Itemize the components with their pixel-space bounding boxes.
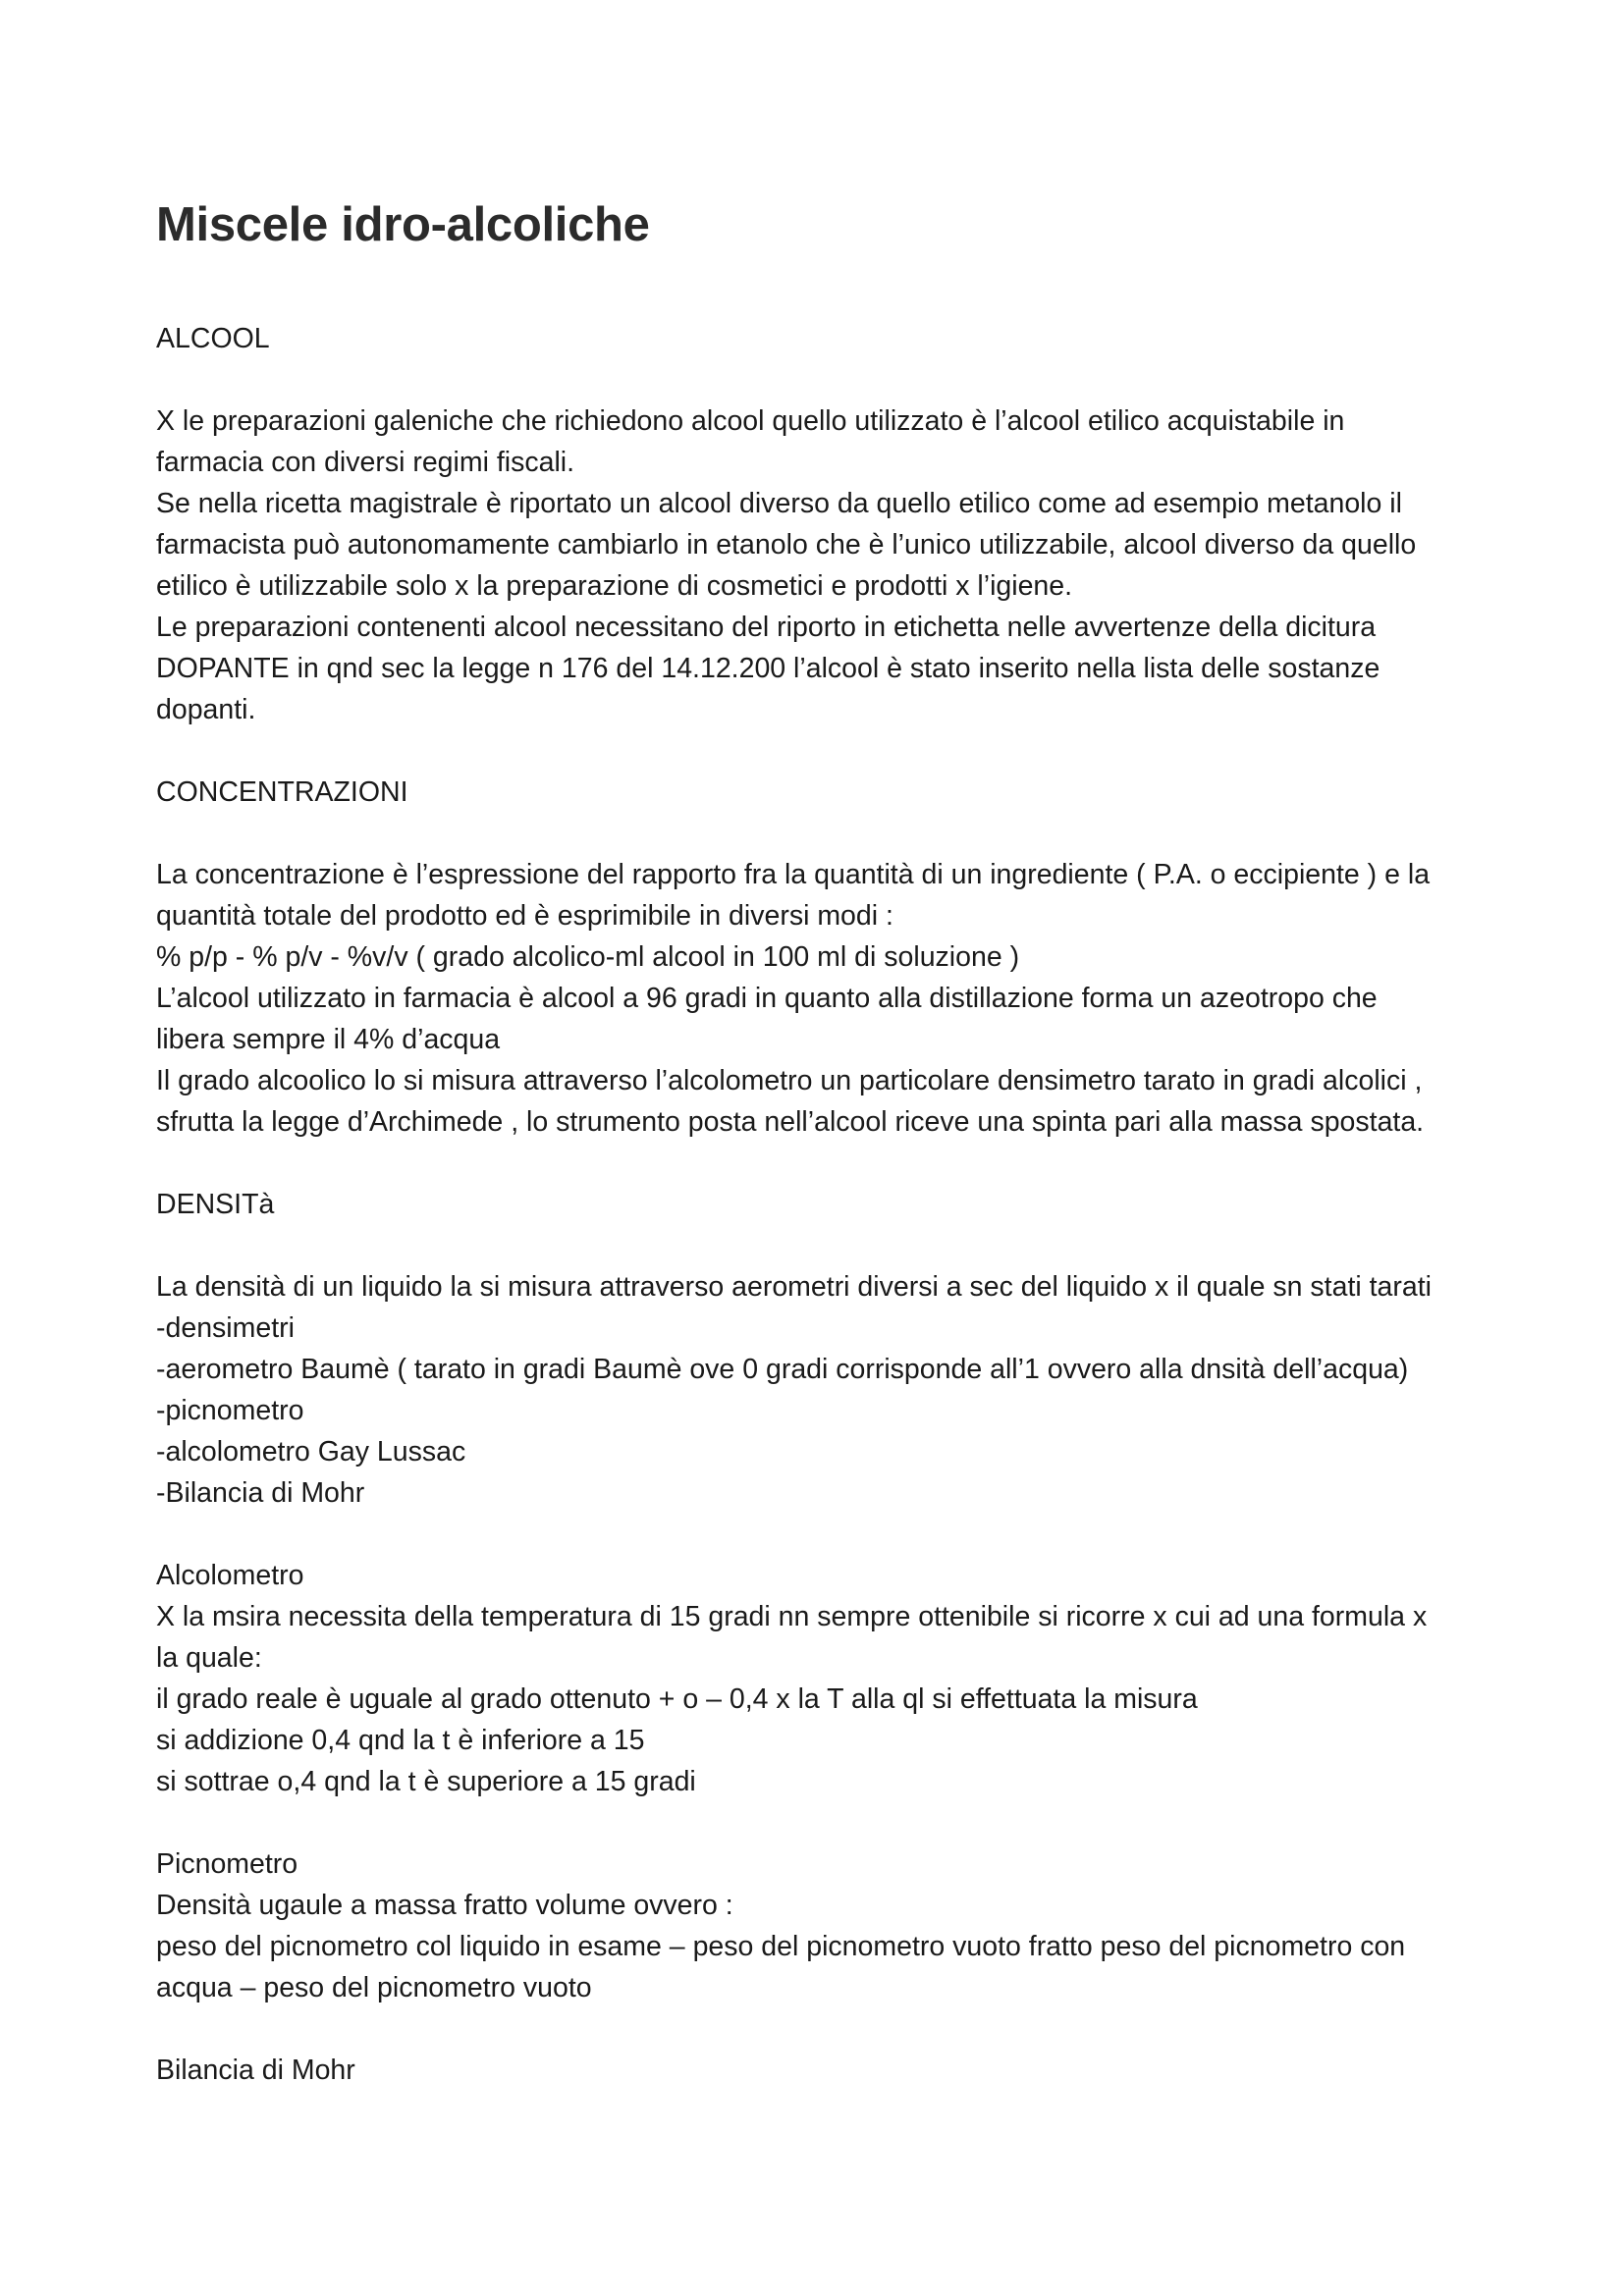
section-densita [156,1184,1491,1514]
document-title: Miscele idro-alcoliche [156,198,650,251]
text-line: DOPANTE in qnd sec la legge n 176 del 14.12.200 l’alcool è stato inserito nella lista delle sostanze [156,653,1380,684]
list-item: -Bilancia di Mohr [156,1477,365,1509]
text-line: Densità ugaule a massa fratto volume ovvero : [156,1890,733,1921]
section-heading-concentrazioni: CONCENTRAZIONI [156,776,408,808]
text-line: X la msira necessita della temperatura di 15 gradi nn sempre ottenibile si ricorre x cui ad una formula x [156,1601,1428,1632]
text-line: il grado reale è uguale al grado ottenuto + o – 0,4 x la T alla ql si effettuata la misura [156,1683,1198,1715]
text-line: Se nella ricetta magistrale è riportato un alcool diverso da quello etilico come ad esempio metanolo il [156,488,1402,519]
text-line: libera sempre il 4% d’acqua [156,1024,501,1055]
text-line: L’alcool utilizzato in farmacia è alcool a 96 gradi in quanto alla distillazione forma un azeotropo che [156,983,1378,1014]
section-heading-densita: DENSITà [156,1189,275,1220]
text-line: La concentrazione è l’espressione del rapporto fra la quantità di un ingrediente ( P.A. o eccipiente ) e la [156,859,1431,890]
paragraph-concentrazioni [156,854,1491,1143]
text-line: etilico è utilizzabile solo x la preparazione di cosmetici e prodotti x l’igiene. [156,570,1073,602]
list-item: -picnometro [156,1395,304,1426]
section-heading-picnometro: Picnometro [156,1848,298,1880]
text-line: dopanti. [156,694,256,725]
text-line: acqua – peso del picnometro vuoto [156,1972,592,2003]
section-alcool [156,318,1491,730]
document-content [156,192,1491,2091]
section-bilancia-mohr [156,2050,1491,2091]
text-line: peso del picnometro col liquido in esame – peso del picnometro vuoto fratto peso del picnometro con [156,1931,1406,1962]
text-line: La densità di un liquido la si misura attraverso aerometri diversi a sec del liquido x il quale sn stati tarati [156,1271,1432,1303]
section-heading-bilancia-mohr: Bilancia di Mohr [156,2055,355,2086]
paragraph-picnometro [156,1885,1491,2008]
paragraph-alcool [156,400,1491,730]
text-line: % p/p - % p/v - %v/v ( grado alcolico-ml alcool in 100 ml di soluzione ) [156,941,1020,973]
text-line: X le preparazioni galeniche che richiedono alcool quello utilizzato è l’alcool etilico acquistabile in [156,405,1345,437]
section-heading-alcool: ALCOOL [156,323,270,354]
text-line: Il grado alcoolico lo si misura attraverso l’alcolometro un particolare densimetro tarato in gradi alcolici , [156,1065,1423,1096]
text-line: la quale: [156,1642,262,1674]
section-picnometro [156,1843,1491,2008]
list-item: -alcolometro Gay Lussac [156,1436,466,1468]
section-concentrazioni [156,772,1491,1143]
text-line: si sottrae o,4 qnd la t è superiore a 15 gradi [156,1766,696,1797]
paragraph-densita [156,1266,1491,1514]
text-line: sfrutta la legge d’Archimede , lo strumento posta nell’alcool riceve una spinta pari alla massa spostata. [156,1106,1425,1138]
list-item: -aerometro Baumè ( tarato in gradi Baumè ove 0 gradi corrisponde all’1 ovvero alla dnsità dell’acqua) [156,1354,1409,1385]
text-line: si addizione 0,4 qnd la t è inferiore a 15 [156,1725,645,1756]
paragraph-alcolometro [156,1596,1491,1802]
section-heading-alcolometro: Alcolometro [156,1560,304,1591]
text-line: farmacia con diversi regimi fiscali. [156,447,575,478]
text-line: Le preparazioni contenenti alcool necessitano del riporto in etichetta nelle avvertenze della dicitura [156,612,1377,643]
list-item: -densimetri [156,1312,295,1344]
text-line: quantità totale del prodotto ed è esprimibile in diversi modi : [156,900,893,932]
text-line: farmacista può autonomamente cambiarlo in etanolo che è l’unico utilizzabile, alcool diverso da quello [156,529,1417,561]
section-alcolometro [156,1555,1491,1802]
